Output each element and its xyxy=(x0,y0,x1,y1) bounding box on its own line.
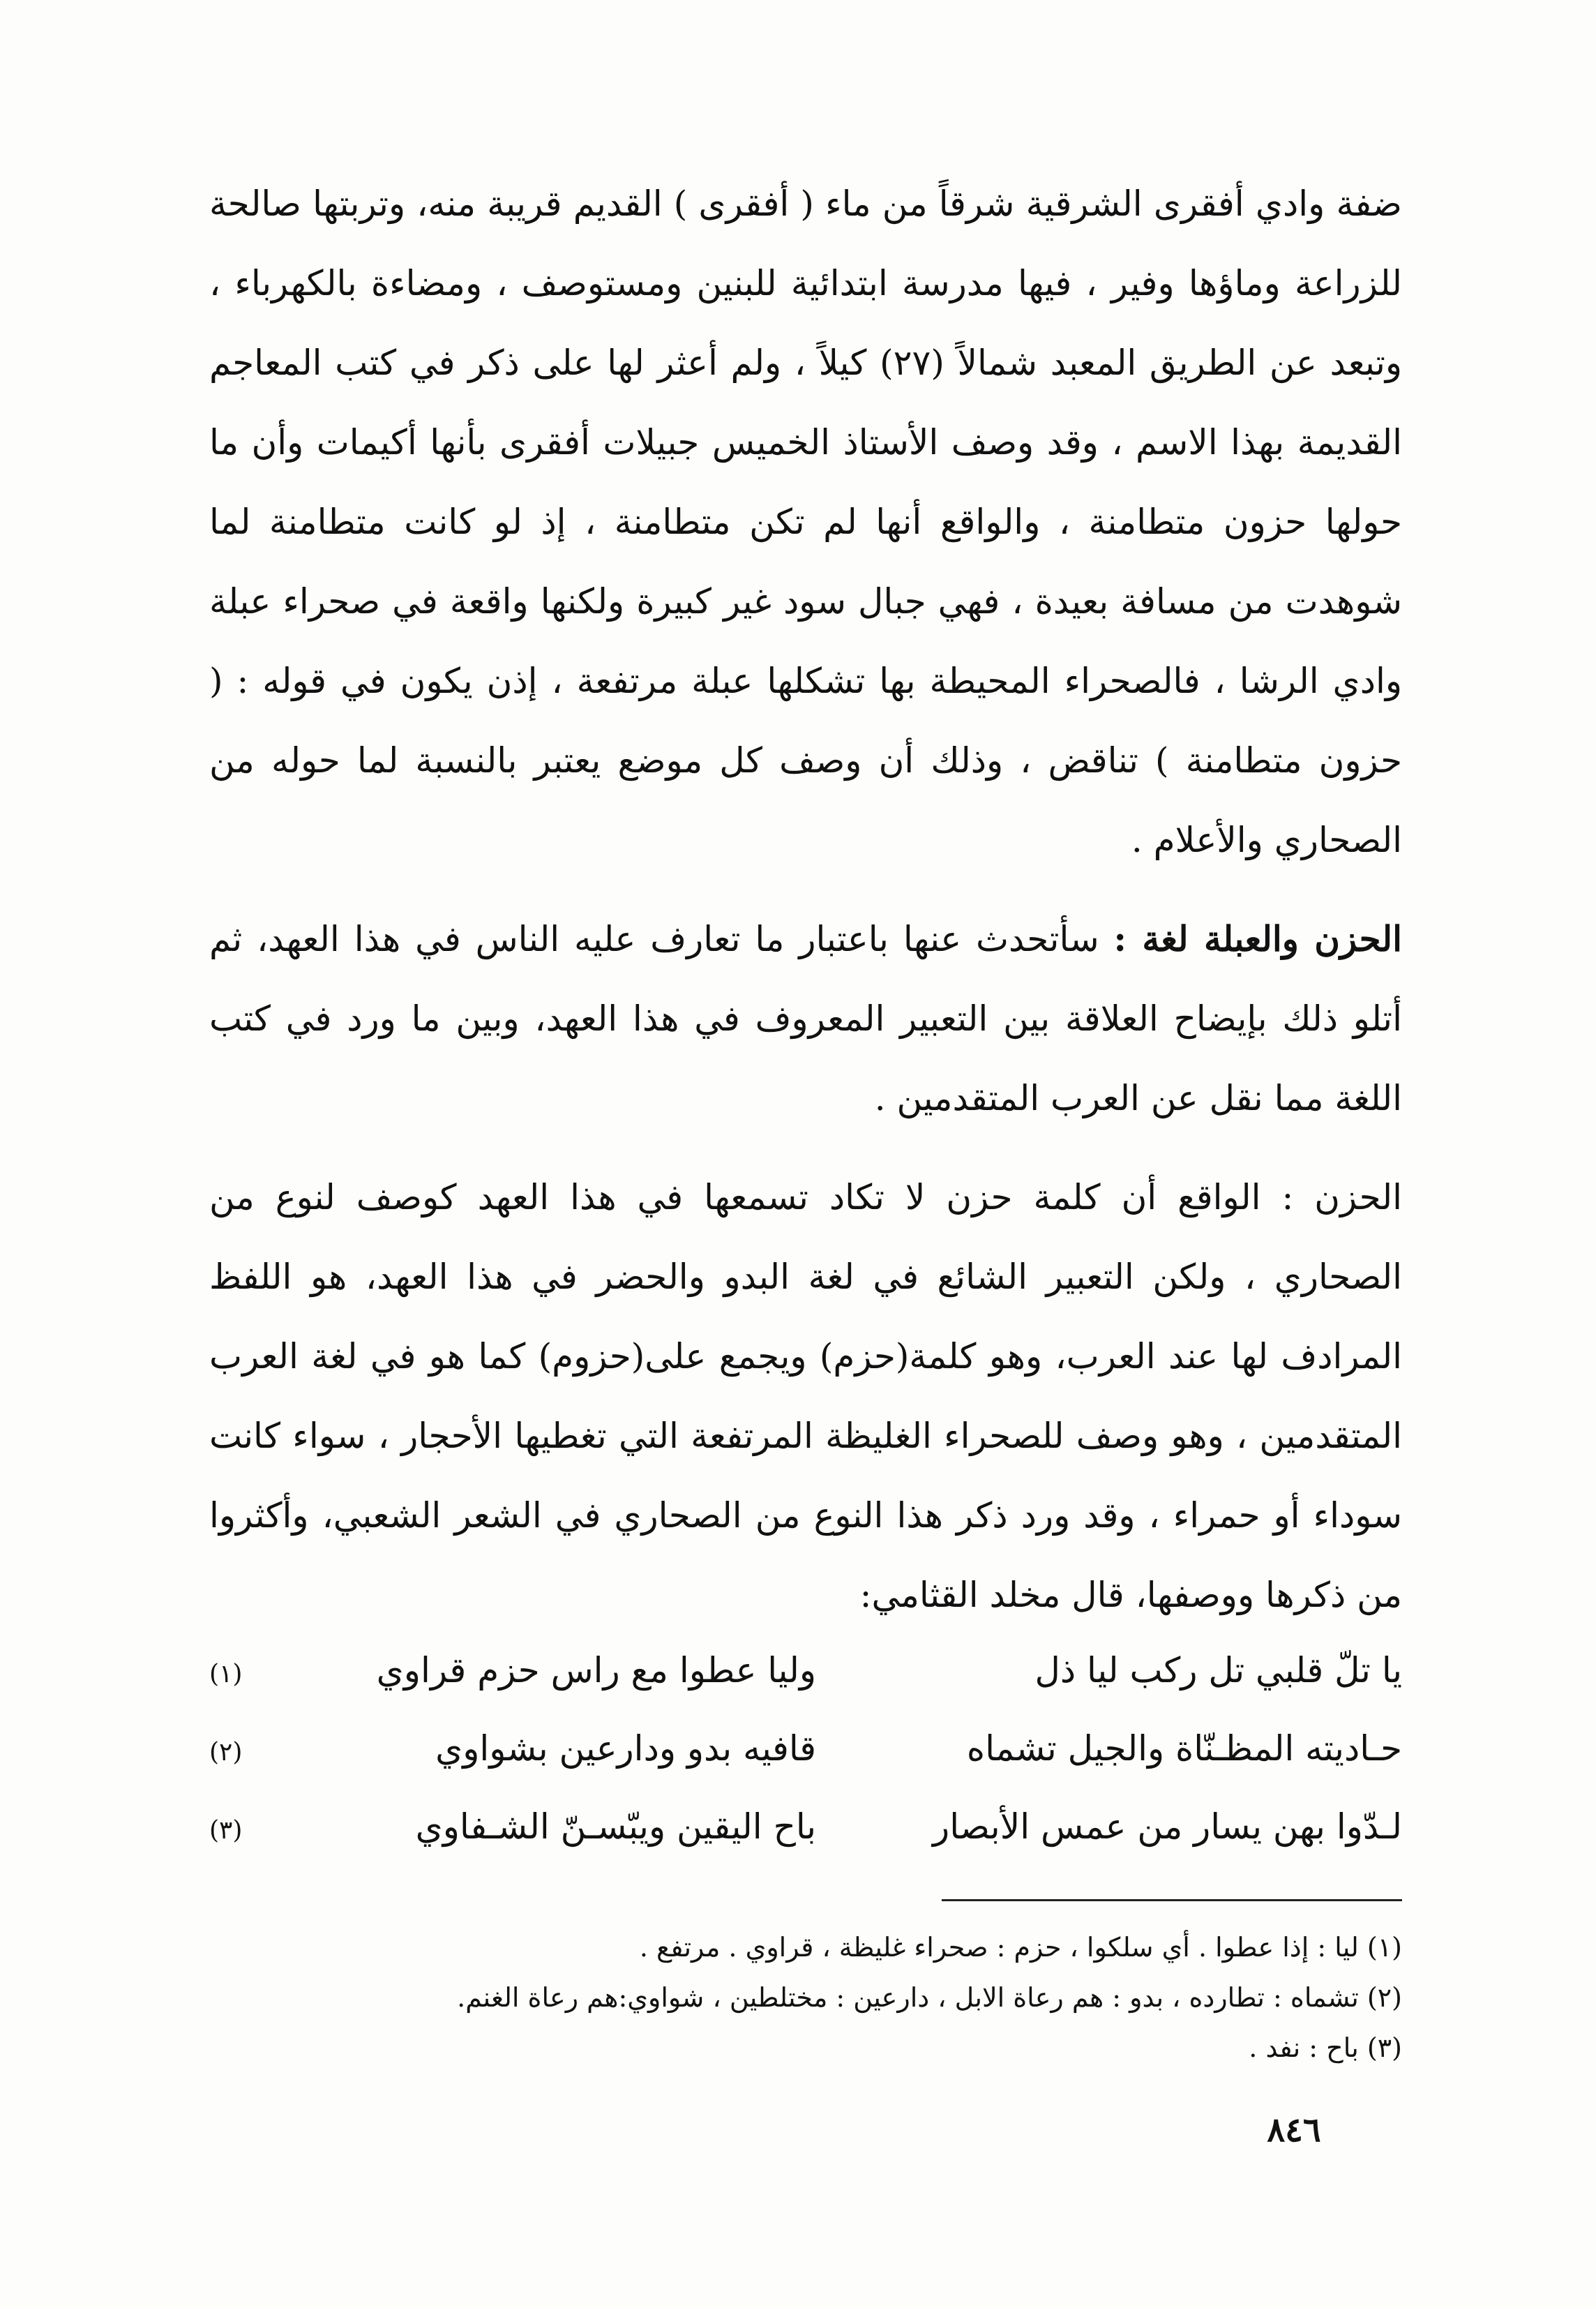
footnote: (١) ليا : إذا عطوا . أي سلكوا ، حزم : صحراء غليظة ، قراوي . مرتفع . xyxy=(639,1932,1402,1963)
verse-second-half: وليا عطوا مع راس حزم قراوي xyxy=(376,1650,816,1691)
footnotes xyxy=(209,1922,1402,2073)
footnote-marker: (٣) xyxy=(209,1816,243,1845)
footnote: (٢) تشماه : تطارده ، بدو : هم رعاة الابل ، دارعين : مختلطين ، شواوي:هم رعاة الغنم. xyxy=(457,1982,1402,2013)
verse-line xyxy=(209,1631,1402,1709)
paragraph-text: الحزن : الواقع أن كلمة حزن لا تكاد تسمعها في هذا العهد كوصف لنوع من الصحاري ، ولكن التعبير الشائع في لغة البدو والحضر في هذا العهد، هو اللفظ المرادف لها عند العرب، وهو كلمة(حزم) ويجمع على(حزوم) كما هو في لغة العرب المتقدمين ، وهو وصف للصحراء الغليظة المرتفعة التي تغطيها الأحجار ، سواء كانت سوداء أو حمراء ، وقد ورد ذكر هذا النوع من الصحاري في الشعر الشعبي، وأكثروا من ذكرها ووصفها، قال مخلد القثامي: xyxy=(209,1177,1402,1615)
body-text xyxy=(209,164,1402,1654)
paragraph xyxy=(209,164,1402,880)
verse-first-half: يا تلّ قلبي تل ركب ليا ذل xyxy=(1034,1650,1402,1691)
verse-second-half: باح اليقين ويبّسـنّ الشـفاوي xyxy=(415,1806,816,1847)
footnote-marker: (١) xyxy=(209,1660,243,1688)
paragraph-text: سأتحدث عنها باعتبار ما تعارف عليه الناس في هذا العهد، ثم أتلو ذلك بإيضاح العلاقة بين التعبير المعروف في هذا العهد، وبين ما ورد في كتب اللغة مما نقل عن العرب المتقدمين . xyxy=(209,919,1402,1118)
footnote-marker: (٢) xyxy=(209,1738,243,1767)
paragraph xyxy=(209,1157,1402,1635)
poem-verses xyxy=(209,1631,1402,1866)
verse-first-half: لـدّوا بهن يسار من عمس الأبصار xyxy=(933,1806,1402,1847)
page-number: ٨٤٦ xyxy=(1267,2111,1321,2150)
verse-line xyxy=(209,1709,1402,1788)
paragraph-heading: الحزن والعبلة لغة : xyxy=(1113,918,1403,959)
verse-line xyxy=(209,1788,1402,1866)
paragraph xyxy=(209,899,1402,1138)
verse-second-half: قافيه بدو ودارعين بشواوي xyxy=(435,1728,816,1769)
verse-first-half: حـاديته المظـنّاة والجيل تشماه xyxy=(966,1728,1402,1769)
footnote: (٣) باح : نفد . xyxy=(1249,2032,1402,2063)
footnote-separator xyxy=(942,1899,1402,1901)
paragraph-text: ضفة وادي أفقرى الشرقية شرقاً من ماء ( أفقرى ) القديم قريبة منه، وتربتها صالحة للزراعة وماؤها وفير ، فيها مدرسة ابتدائية للبنين ومستوصف ، ومضاءة بالكهرباء ، وتبعد عن الطريق المعبد شمالاً (٢٧) كيلاً ، ولم أعثر لها على ذكر في كتب المعاجم القديمة بهذا الاسم ، وقد وصف الأستاذ الخميس جبيلات أفقرى بأنها أكيمات وأن ما حولها حزون متطامنة ، والواقع أنها لم تكن متطامنة ، إذ لو كانت متطامنة لما شوهدت من مسافة بعيدة ، فهي جبال سود غير كبيرة ولكنها واقعة في صحراء عبلة وادي الرشا ، فالصحراء المحيطة بها تشكلها عبلة مرتفعة ، إذن يكون في قوله : ( حزون متطامنة ) تناقض ، وذلك أن وصف كل موضع يعتبر بالنسبة لما حوله من الصحاري والأعلام . xyxy=(209,183,1403,860)
